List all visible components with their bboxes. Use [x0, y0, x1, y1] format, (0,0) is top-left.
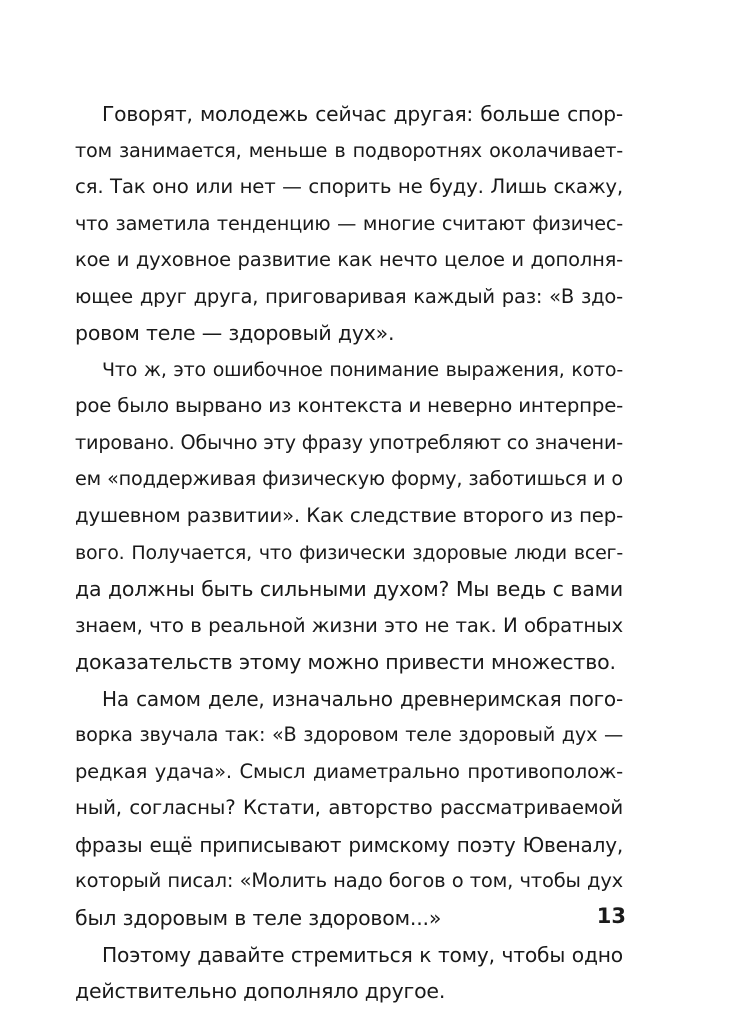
text-line: ворка звучала так: «В здоровом теле здоровый дух —	[75, 723, 623, 747]
page-number: 13	[596, 904, 626, 928]
text-line: был здоровым в теле здоровом...»	[75, 906, 442, 931]
text-line: Поэтому давайте стремиться к тому, чтобы одно	[102, 942, 623, 967]
text-line: кое и духовное развитие как нечто целое и дополня-	[75, 248, 623, 272]
paragraph-1	[75, 96, 623, 352]
text-line: рое было вырвано из контекста и неверно интерпре-	[75, 394, 624, 418]
text-line: ный, согласны? Кстати, авторство рассматриваемой	[75, 796, 623, 820]
paragraph-3	[75, 681, 623, 937]
text-line: Что ж, это ошибочное понимание выражения, кото-	[102, 358, 623, 381]
text-line: душевном развитии». Как следствие второго из пер-	[75, 504, 623, 528]
paragraph-2	[75, 352, 623, 681]
text-line: том занимается, меньше в подворотнях околачивает-	[75, 138, 623, 162]
text-line: Говорят, молодежь сейчас другая: больше спор-	[102, 102, 623, 126]
text-line: который писал: «Молить надо богов о том, чтобы дух	[75, 869, 623, 893]
text-line: да должны быть сильными духом? Мы ведь с вами	[75, 577, 623, 602]
body-text	[75, 96, 623, 1010]
text-line: На самом деле, изначально древнеримская пого-	[102, 686, 623, 711]
text-line: доказательств этому можно привести множество.	[75, 650, 616, 675]
text-line: ющее друг друга, приговаривая каждый раз: «В здо-	[75, 284, 623, 308]
text-line: действительно дополняло другое.	[75, 979, 446, 1004]
paragraph-4	[75, 937, 623, 1010]
text-line: ся. Так оно или нет — спорить не буду. Лишь скажу,	[75, 175, 623, 199]
text-line: ровом теле — здоровый дух».	[75, 321, 395, 346]
text-line: редкая удача». Смысл диаметрально противополож-	[75, 759, 623, 783]
text-line: ем «поддерживая физическую форму, заботишься и о	[75, 467, 623, 491]
text-line: вого. Получается, что физически здоровые люди всег-	[75, 541, 623, 564]
text-line: тировано. Обычно эту фразу употребляют со значени-	[75, 430, 623, 454]
text-line: знаем, что в реальной жизни это не так. И обратных	[75, 613, 623, 637]
text-line: что заметила тенденцию — многие считают физичес-	[75, 211, 623, 235]
text-line: фразы ещё приписывают римскому поэту Ювеналу,	[75, 832, 623, 857]
